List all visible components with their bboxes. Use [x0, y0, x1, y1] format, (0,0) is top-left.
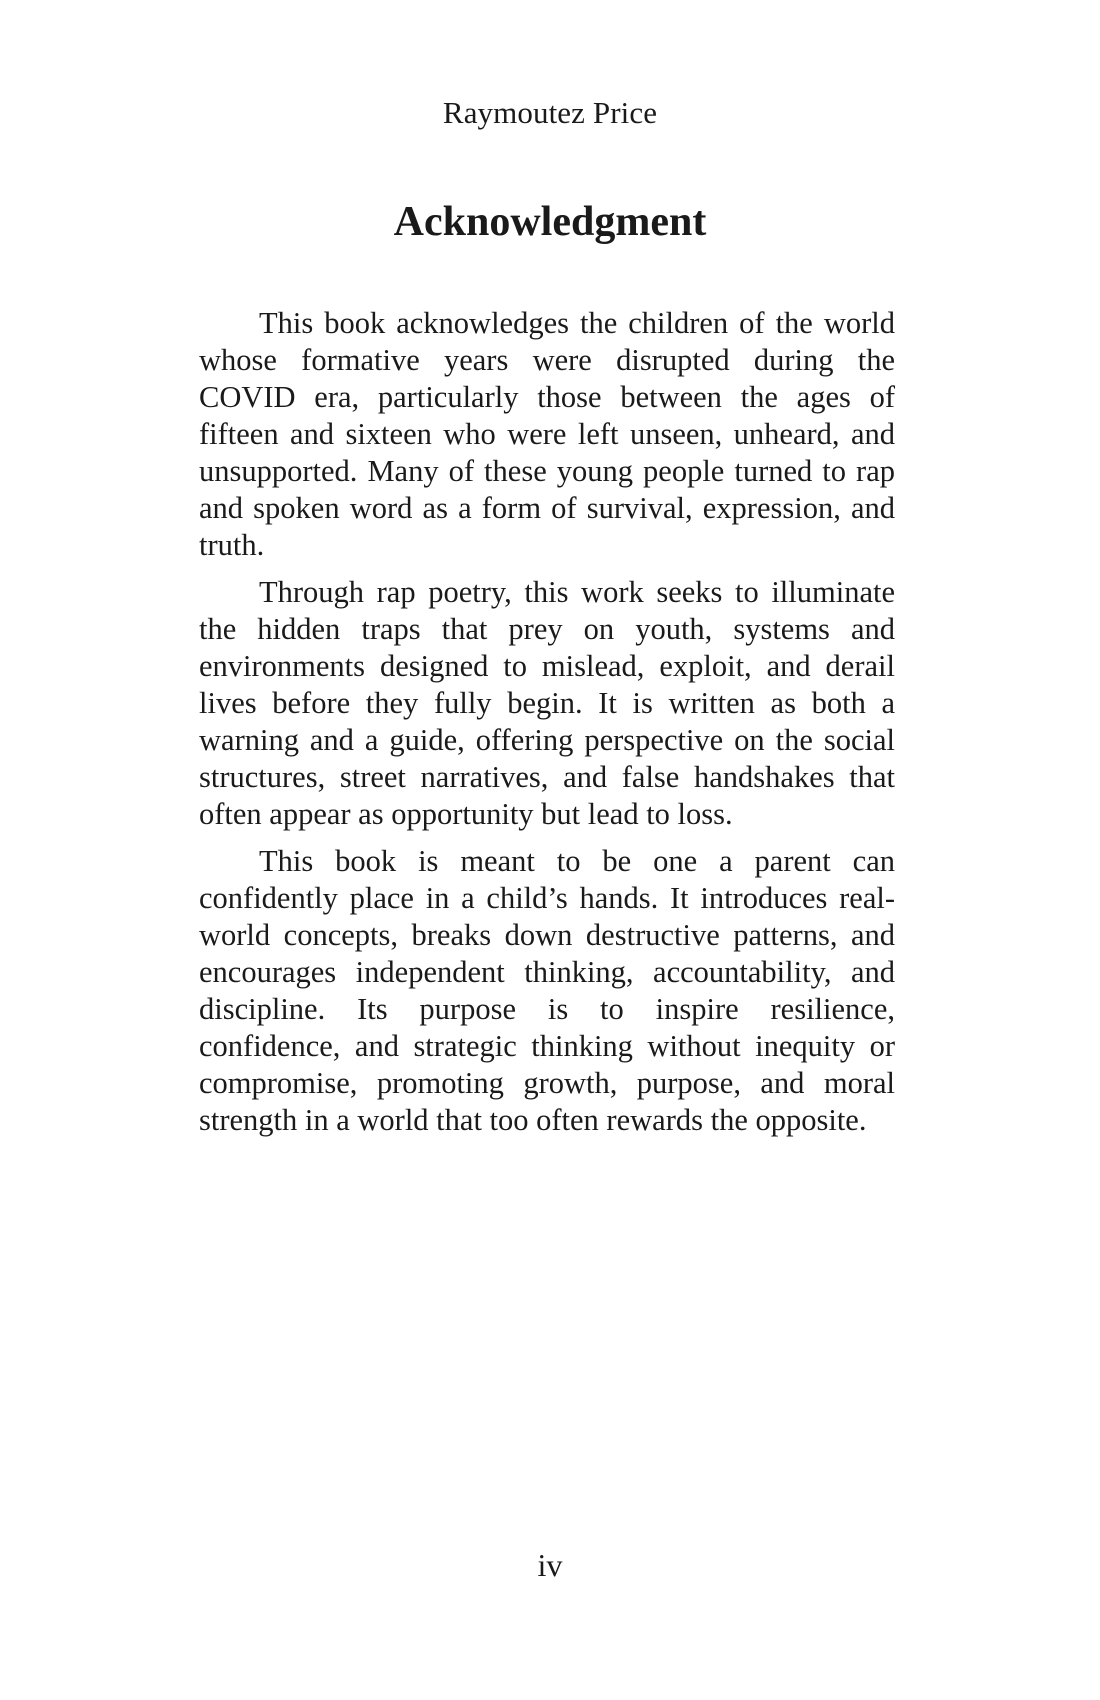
- paragraph-3: This book is meant to be one a parent can confidently place in a child’s hands. It introduces real-world concepts, breaks down destructive patterns, and encourages independent thinking, accountability, and discipline. Its purpose is to inspire resilience, confidence, and strategic thinking without inequity or compromise, promoting growth, purpose, and moral strength in a world that too often rewards the opposite.: [199, 844, 895, 1137]
- page-number: iv: [537, 1547, 563, 1583]
- body-text: [199, 305, 895, 1149]
- paragraph-1: This book acknowledges the children of the world whose formative years were disrupted during the COVID era, particularly those between the ages of fifteen and sixteen who were left unseen, unheard, and unsupported. Many of these young people turned to rap and spoken word as a form of survival, expression, and truth.: [199, 306, 895, 562]
- running-header: Raymoutez Price: [442, 95, 658, 130]
- chapter-title: Acknowledgment: [393, 199, 707, 245]
- paragraph-2: Through rap poetry, this work seeks to illuminate the hidden traps that prey on youth, systems and environments designed to mislead, exploit, and derail lives before they fully begin. It is written as both a warning and a guide, offering perspective on the social structures, street narratives, and false handshakes that often appear as opportunity but lead to loss.: [199, 575, 895, 831]
